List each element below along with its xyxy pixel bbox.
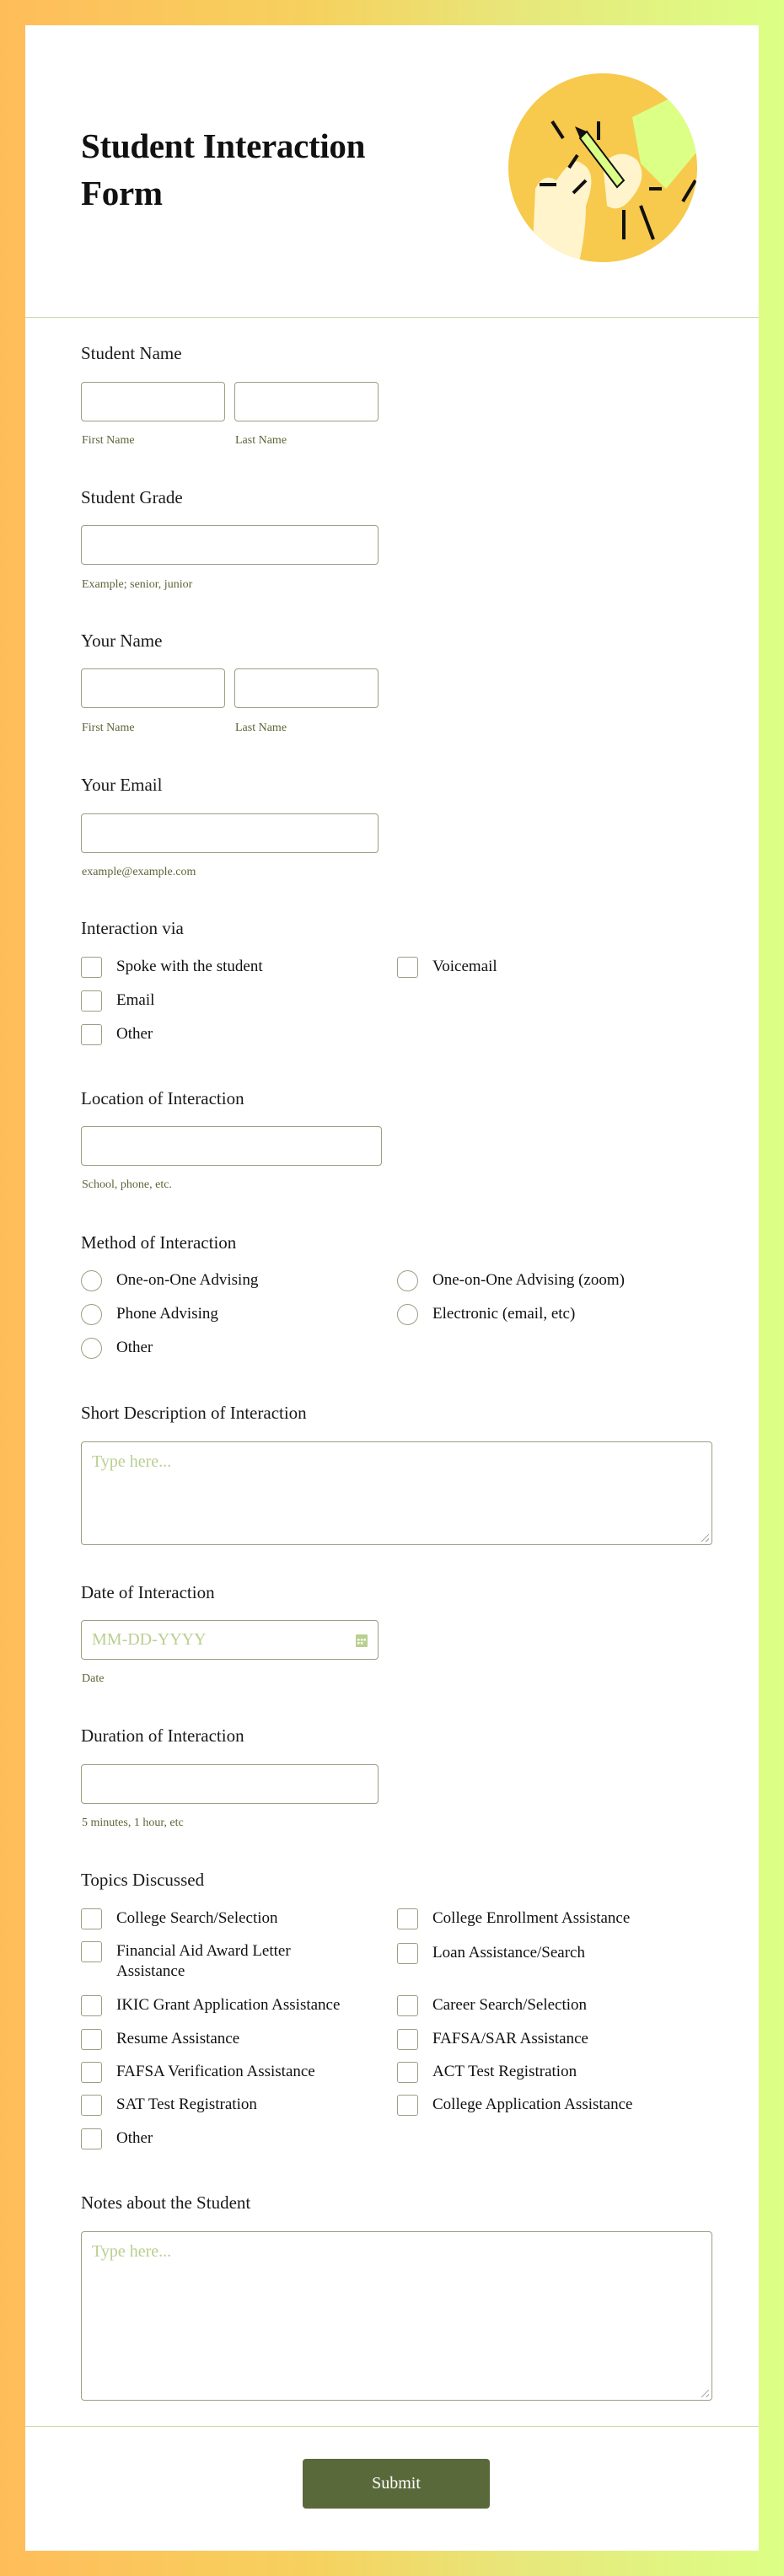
- checkbox[interactable]: [81, 1941, 102, 1962]
- topic-option-label: Other: [116, 2129, 153, 2147]
- method-option-label: Electronic (email, etc): [432, 1305, 576, 1323]
- student-first-name-input[interactable]: [81, 382, 225, 421]
- topic-option-label: College Enrollment Assistance: [432, 1909, 631, 1927]
- your-email-sublabel: example@example.com: [82, 866, 196, 878]
- topic-option[interactable]: [81, 1908, 384, 1929]
- your-last-name-input[interactable]: [234, 668, 379, 708]
- date-input[interactable]: [81, 1620, 379, 1660]
- checkbox[interactable]: [81, 990, 102, 1012]
- your-email-input[interactable]: [81, 813, 379, 853]
- duration-input[interactable]: [81, 1764, 379, 1804]
- topic-option[interactable]: [397, 2095, 701, 2116]
- your-last-name-sublabel: Last Name: [235, 722, 287, 734]
- student-grade-input[interactable]: [81, 525, 379, 565]
- topic-option-label: Career Search/Selection: [432, 1996, 588, 2014]
- topic-option[interactable]: [397, 1995, 701, 2016]
- short-description-textarea[interactable]: [81, 1441, 712, 1545]
- topic-option[interactable]: [81, 2128, 384, 2149]
- topic-option-label: Resume Assistance: [116, 2030, 240, 2047]
- topic-option[interactable]: [81, 1941, 384, 1982]
- resize-handle-icon[interactable]: [701, 1534, 709, 1542]
- interaction-via-option-label: Email: [116, 991, 155, 1009]
- topic-option-label: FAFSA Verification Assistance: [116, 2063, 315, 2080]
- interaction-via-option-label: Voicemail: [432, 958, 497, 975]
- location-sublabel: School, phone, etc.: [82, 1178, 172, 1191]
- your-name-label: Your Name: [81, 631, 163, 651]
- your-email-label: Your Email: [81, 775, 163, 795]
- student-last-name-sublabel: Last Name: [235, 434, 287, 447]
- checkbox[interactable]: [397, 1943, 418, 1964]
- topic-option-label: College Application Assistance: [432, 2096, 633, 2113]
- checkbox[interactable]: [81, 957, 102, 978]
- method-option[interactable]: [81, 1338, 384, 1359]
- checkbox[interactable]: [397, 2062, 418, 2083]
- checkbox[interactable]: [81, 1024, 102, 1045]
- checkbox[interactable]: [397, 1995, 418, 2016]
- footer-divider: [25, 2426, 759, 2427]
- topic-option[interactable]: [81, 1995, 384, 2016]
- short-description-label: Short Description of Interaction: [81, 1403, 307, 1423]
- checkbox[interactable]: [397, 2029, 418, 2050]
- topic-option-label: ACT Test Registration: [432, 2063, 577, 2080]
- date-label: Date of Interaction: [81, 1582, 215, 1602]
- resize-handle-icon[interactable]: [701, 2390, 709, 2397]
- short-description-placeholder: Type here...: [92, 1452, 172, 1471]
- interaction-via-label: Interaction via: [81, 918, 184, 938]
- checkbox[interactable]: [81, 2128, 102, 2149]
- topic-option[interactable]: [81, 2095, 384, 2116]
- topic-option-label: College Search/Selection: [116, 1909, 278, 1927]
- interaction-via-option[interactable]: [81, 957, 384, 978]
- method-option-label: Other: [116, 1339, 153, 1356]
- date-placeholder: MM-DD-YYYY: [92, 1630, 207, 1649]
- checkbox[interactable]: [397, 2095, 418, 2116]
- method-option-label: One-on-One Advising: [116, 1271, 259, 1289]
- notes-textarea[interactable]: [81, 2231, 712, 2401]
- topic-option[interactable]: [397, 1908, 701, 1929]
- page-title: Student Interaction Form: [81, 126, 366, 212]
- topic-option[interactable]: [81, 2062, 384, 2083]
- topic-option[interactable]: [397, 2029, 701, 2050]
- location-input[interactable]: [81, 1126, 382, 1166]
- form-header: [25, 25, 759, 318]
- topic-option[interactable]: [397, 2062, 701, 2083]
- topic-option-label: SAT Test Registration: [116, 2096, 257, 2113]
- checkbox[interactable]: [81, 2062, 102, 2083]
- radio-button[interactable]: [397, 1270, 418, 1291]
- student-first-name-sublabel: First Name: [82, 434, 135, 447]
- checkbox[interactable]: [397, 957, 418, 978]
- radio-button[interactable]: [397, 1304, 418, 1325]
- method-option[interactable]: [397, 1270, 701, 1291]
- your-first-name-input[interactable]: [81, 668, 225, 708]
- radio-button[interactable]: [81, 1304, 102, 1325]
- student-last-name-input[interactable]: [234, 382, 379, 421]
- checkbox[interactable]: [397, 1908, 418, 1929]
- checkbox[interactable]: [81, 2029, 102, 2050]
- checkbox[interactable]: [81, 2095, 102, 2116]
- interaction-via-option[interactable]: [81, 990, 384, 1012]
- notes-placeholder: Type here...: [92, 2242, 172, 2261]
- interaction-via-option[interactable]: [81, 1024, 384, 1045]
- method-option[interactable]: [81, 1270, 384, 1291]
- method-option[interactable]: [81, 1304, 384, 1325]
- interaction-via-option-label: Other: [116, 1025, 153, 1043]
- your-first-name-sublabel: First Name: [82, 722, 135, 734]
- method-option[interactable]: [397, 1304, 701, 1325]
- topic-option[interactable]: [397, 1943, 701, 1964]
- student-name-label: Student Name: [81, 343, 182, 363]
- interaction-via-option[interactable]: [397, 957, 701, 978]
- hand-pencil-illustration-icon: [506, 71, 700, 265]
- notes-label: Notes about the Student: [81, 2192, 251, 2213]
- calendar-icon[interactable]: [356, 1634, 368, 1647]
- topic-option-label: Loan Assistance/Search: [432, 1944, 585, 1962]
- radio-button[interactable]: [81, 1338, 102, 1359]
- date-sublabel: Date: [82, 1672, 105, 1685]
- method-option-label: One-on-One Advising (zoom): [432, 1271, 625, 1289]
- student-grade-label: Student Grade: [81, 487, 183, 507]
- topic-option[interactable]: [81, 2029, 384, 2050]
- method-label: Method of Interaction: [81, 1232, 237, 1253]
- topic-option-label: IKIC Grant Application Assistance: [116, 1996, 341, 2014]
- checkbox[interactable]: [81, 1995, 102, 2016]
- method-option-label: Phone Advising: [116, 1305, 218, 1323]
- topics-label: Topics Discussed: [81, 1870, 205, 1890]
- topic-option-label: Financial Aid Award Letter Assistance: [116, 1942, 291, 1980]
- duration-label: Duration of Interaction: [81, 1725, 244, 1746]
- submit-button[interactable]: Submit: [303, 2459, 490, 2509]
- checkbox[interactable]: [81, 1908, 102, 1929]
- duration-sublabel: 5 minutes, 1 hour, etc: [82, 1817, 184, 1829]
- interaction-via-option-label: Spoke with the student: [116, 958, 263, 975]
- location-label: Location of Interaction: [81, 1088, 244, 1108]
- student-grade-sublabel: Example; senior, junior: [82, 578, 193, 591]
- topic-option-label: FAFSA/SAR Assistance: [432, 2030, 588, 2047]
- radio-button[interactable]: [81, 1270, 102, 1291]
- form-card: [25, 25, 759, 2551]
